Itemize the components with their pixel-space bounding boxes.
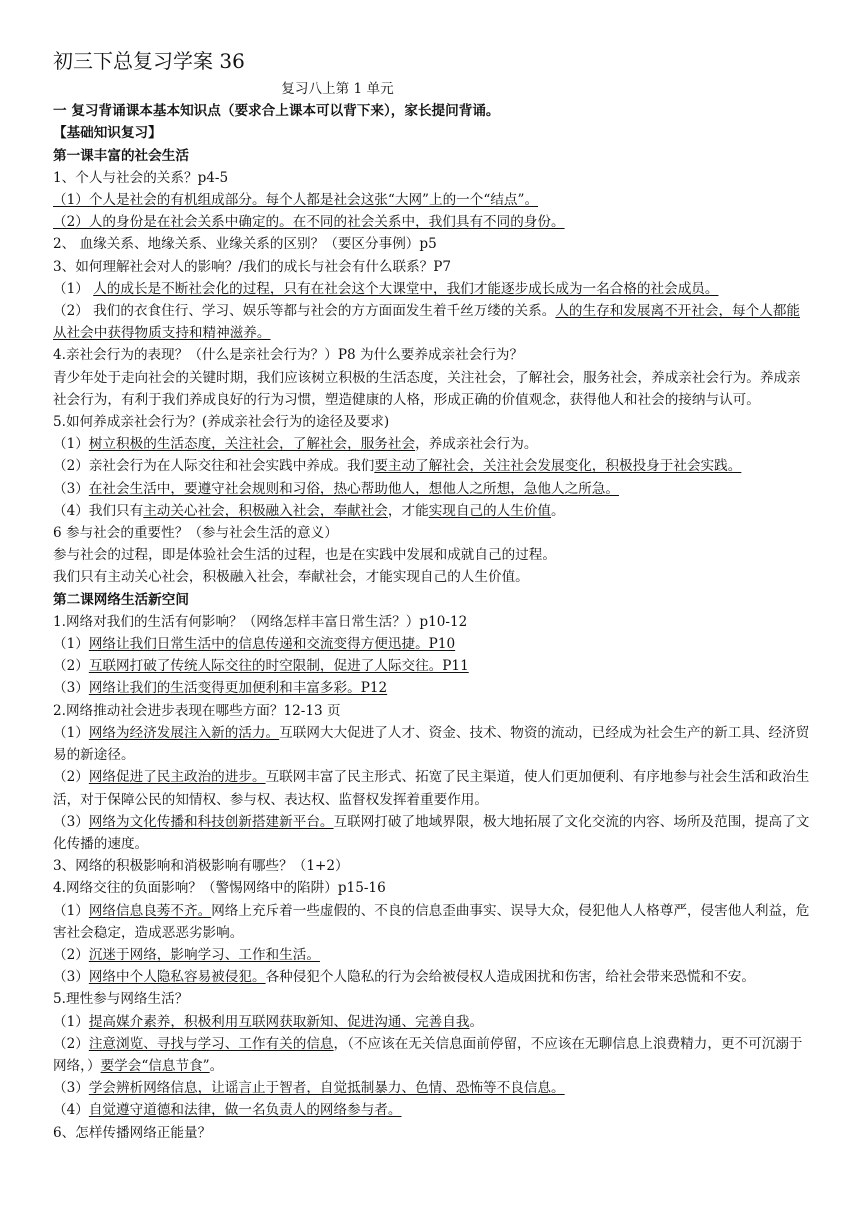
text-line bbox=[53, 900, 812, 944]
text-segment: （2） 我们的衣食住行、学习、娱乐等都与社会的方方面面发生着千丝万缕的关系。 bbox=[53, 303, 556, 320]
text-segment: ，（不应该在无关信息面前停留，不应该在无聊信息上浪费精力，更不可沉溺于网络，） bbox=[53, 1035, 803, 1074]
text-line bbox=[53, 944, 812, 966]
text-segment: 4.亲社会行为的表现？（什么是亲社会行为？）P8 为什么要养成亲社会行为？ bbox=[53, 347, 524, 364]
text-segment: 4.网络交往的负面影响？（警惕网络中的陷阱）p15-16 bbox=[53, 880, 386, 897]
text-segment: 【基础知识复习】 bbox=[53, 125, 162, 142]
underlined-text: 要学会“信息节食” bbox=[100, 1057, 210, 1074]
text-segment: （1） bbox=[53, 724, 89, 741]
text-line bbox=[53, 500, 812, 522]
underlined-text: 人的成长是不断社会化的过程，只有在社会这个大课堂中，我们才能逐步成长成为一名合格的社会成员。 bbox=[93, 280, 719, 297]
text-line bbox=[53, 877, 812, 899]
text-line bbox=[53, 655, 812, 677]
text-line bbox=[53, 411, 812, 433]
text-line bbox=[53, 1011, 812, 1033]
text-segment: 6、怎样传播网络正能量？ bbox=[53, 1124, 212, 1141]
underlined-text: 网络促进了民主政治的进步。 bbox=[88, 769, 266, 786]
text-segment: （1） bbox=[53, 280, 94, 297]
text-segment: （3） bbox=[53, 480, 89, 497]
text-line bbox=[53, 256, 812, 278]
underlined-text: 网络让我们的生活变得更加便利和丰富多彩。P12 bbox=[88, 680, 388, 697]
text-segment: ，养成亲社会行为。 bbox=[415, 436, 538, 453]
text-segment: （2） bbox=[53, 1035, 89, 1052]
text-line bbox=[53, 566, 812, 588]
text-segment: 第一课丰富的社会生活 bbox=[53, 147, 189, 164]
text-line bbox=[53, 478, 812, 500]
text-line bbox=[53, 766, 812, 810]
text-segment: （3） bbox=[53, 969, 89, 986]
underlined-text: （1）个人是社会的有机组成部分。每个人都是社会这张“大网”上的一个“结点”。 bbox=[53, 192, 539, 209]
text-line bbox=[53, 1033, 812, 1077]
text-segment: 2、 血缘关系、地缘关系、业缘关系的区别？（要区分事例）p5 bbox=[53, 236, 437, 253]
document-body bbox=[53, 100, 812, 1144]
underlined-text: （2）人的身份是在社会关系中确定的。在不同的社会关系中，我们具有不同的身份。 bbox=[53, 214, 565, 231]
text-segment: （3） bbox=[53, 813, 89, 830]
text-line bbox=[53, 522, 812, 544]
underlined-text: 学会辨析网络信息，让谣言止于智者，自觉抵制暴力、色情、恐怖等不良信息。 bbox=[88, 1080, 565, 1097]
text-segment: 参与社会的过程，即是体验社会生活的过程，也是在实践中发展和成就自己的过程。 bbox=[53, 547, 556, 564]
section-heading bbox=[53, 589, 812, 611]
text-line bbox=[53, 433, 812, 455]
text-line bbox=[53, 167, 812, 189]
text-segment: （2）亲社会行为在人际交往和社会实践中养成。我们 bbox=[53, 458, 375, 475]
underlined-text: 在社会生活中，要遵守社会规则和习俗，热心帮助他人，想他人之所想，急他人之所急。 bbox=[88, 480, 619, 497]
text-segment: （4）我们只有 bbox=[53, 502, 144, 519]
text-segment: ，才能 bbox=[387, 502, 429, 519]
text-segment: （2） bbox=[53, 769, 89, 786]
document-subtitle: 复习八上第 1 单元 bbox=[281, 81, 394, 97]
text-line bbox=[53, 700, 812, 722]
section-heading bbox=[53, 145, 812, 167]
text-segment: 5.理性参与网络生活？ bbox=[53, 991, 189, 1008]
text-line bbox=[53, 611, 812, 633]
text-line bbox=[53, 300, 812, 344]
underlined-text: 要主动了解社会，关注社会发展变化，积极投身于社会实践。 bbox=[374, 458, 742, 475]
text-segment: 。 bbox=[209, 1057, 224, 1074]
text-line bbox=[53, 211, 812, 233]
text-line bbox=[53, 1122, 812, 1144]
text-segment: 互联网大大促进了人才、资金、技术、物资的流动，已经成为社会生产的新工具、经济贸易的新途径。 bbox=[53, 724, 810, 764]
section-heading bbox=[53, 122, 812, 144]
text-segment: 3、如何理解社会对人的影响？/我们的成长与社会有什么联系？P7 bbox=[53, 258, 452, 275]
text-segment: 。 bbox=[469, 1013, 484, 1030]
text-segment: 第二课网络生活新空间 bbox=[53, 591, 189, 608]
text-line bbox=[53, 811, 812, 855]
text-line bbox=[53, 677, 812, 699]
underlined-text: 互联网打破了传统人际交往的时空限制，促进了人际交往。P11 bbox=[88, 658, 469, 675]
underlined-text: 沉迷于网络，影响学习、工作和生活。 bbox=[88, 946, 320, 963]
text-line bbox=[53, 855, 812, 877]
text-line bbox=[53, 189, 812, 211]
text-segment: 互联网丰富了民主形式、拓宽了民主渠道，使人们更加便利、有序地参与社会生活和政治生活，对于保障公民的知情权、参与权、表达权、监督权发挥着重要作用。 bbox=[53, 769, 810, 808]
text-segment: 青少年处于走向社会的关键时期，我们应该树立积极的生活态度，关注社会，了解社会，服务社会，养成亲社会行为。养成亲社会行为，有利于我们养成良好的行为习惯，塑造健康的人格，形成正确的价值观念，获得他人和社会的接纳与认可。 bbox=[53, 369, 801, 408]
text-segment: （3） bbox=[53, 680, 89, 697]
text-segment: （1） bbox=[53, 902, 89, 919]
underlined-text: 网络为文化传播和科技创新搭建新平台。 bbox=[88, 813, 334, 830]
text-segment: （2） bbox=[53, 946, 89, 963]
underlined-text: 自觉遵守道德和法律，做一名负责人的网络参与者。 bbox=[88, 1102, 402, 1119]
text-segment: 各种侵犯个人隐私的行为会给被侵权人造成困扰和伤害，给社会带来恐慌和不安。 bbox=[265, 969, 755, 986]
text-segment: （3） bbox=[53, 1080, 89, 1097]
text-segment: 1、个人与社会的关系？p4-5 bbox=[53, 169, 229, 186]
text-line bbox=[53, 988, 812, 1010]
text-line bbox=[53, 233, 812, 255]
text-segment: 网络上充斥着一些虚假的、不良的信息歪曲事实、误导大众，侵犯他人人格尊严，侵害他人利益，危害社会稳定，造成恶恶劣影响。 bbox=[53, 902, 810, 941]
text-line bbox=[53, 278, 812, 300]
text-segment: 互联网打破了地域界限，极大地拓展了文化交流的内容、场所及范围，提高了文化传播的速度。 bbox=[53, 813, 810, 852]
text-line bbox=[53, 1099, 812, 1121]
text-segment: 3、网络的积极影响和消极影响有哪些？（1+2） bbox=[53, 858, 349, 875]
text-segment: （1） bbox=[53, 436, 89, 453]
text-segment: 6 参与社会的重要性？（参与社会生活的意义） bbox=[53, 525, 338, 542]
underlined-text: 网络中个人隐私容易被侵犯。 bbox=[88, 969, 266, 986]
text-segment: 1.网络对我们的生活有何影响？（网络怎样丰富日常生活？）p10-12 bbox=[53, 613, 468, 630]
text-line bbox=[53, 1077, 812, 1099]
document-title: 初三下总复习学案 36 bbox=[53, 49, 245, 73]
text-line bbox=[53, 455, 812, 477]
text-line bbox=[53, 633, 812, 655]
underlined-text: 树立积极的生活态度，关注社会，了解社会，服务社会 bbox=[88, 436, 416, 453]
underlined-text: 人的生存和发展离不开社会，每个人都能从社会中获得物质支持和精神滋养。 bbox=[53, 303, 801, 342]
underlined-text: 提高媒介素养，积极利用互联网获取新知、促进沟通、完善自我 bbox=[88, 1013, 470, 1030]
text-segment: （1） bbox=[53, 1013, 89, 1030]
text-segment: （1） bbox=[53, 636, 89, 653]
text-segment: 。 bbox=[551, 502, 565, 519]
text-segment: 一 复习背诵课本基本知识点（要求合上课本可以背下来），家长提问背诵。 bbox=[53, 103, 500, 120]
text-line bbox=[53, 367, 812, 411]
text-segment: 2.网络推动社会进步表现在哪些方面？12-13 页 bbox=[53, 702, 341, 719]
underlined-text: 主动关心社会，积极融入社会，奉献社会 bbox=[143, 502, 388, 519]
text-segment: （4） bbox=[53, 1102, 89, 1119]
text-line bbox=[53, 344, 812, 366]
text-segment: 5.如何养成亲社会行为？(养成亲社会行为的途径及要求) bbox=[53, 414, 390, 431]
underlined-text: 网络为经济发展注入新的活力。 bbox=[88, 724, 280, 741]
underlined-text: 注意浏览、寻找与学习、工作有关的信息 bbox=[88, 1035, 334, 1052]
text-segment: （2） bbox=[53, 658, 89, 675]
text-segment: 我们只有主动关心社会，积极融入社会，奉献社会，才能实现自己的人生价值。 bbox=[53, 569, 529, 586]
underlined-text: 网络信息良莠不齐。 bbox=[88, 902, 212, 919]
text-line bbox=[53, 722, 812, 766]
underlined-text: 实现自己的人生价值 bbox=[428, 502, 552, 519]
text-line bbox=[53, 966, 812, 988]
text-line bbox=[53, 544, 812, 566]
underlined-text: 网络让我们日常生活中的信息传递和交流变得方便迅捷。P10 bbox=[88, 636, 456, 653]
section-heading bbox=[53, 100, 812, 122]
